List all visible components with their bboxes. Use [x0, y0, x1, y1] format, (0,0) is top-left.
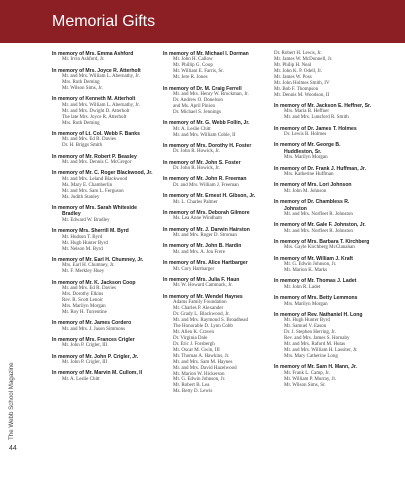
memorial-entry [274, 103, 396, 121]
donor-name: Mr. Charles P. Alexander [173, 306, 224, 312]
memorial-heading: In memory of Mr. John P. Crigler, Jr. [52, 353, 139, 360]
memorial-entry [163, 277, 273, 289]
memorial-heading: In memory of Mr. John S. Foster [163, 159, 241, 166]
memorial-heading: In memory of Mr. Earl H. Chumney, Jr. [52, 256, 144, 263]
donor-name: Mr. Phillip G. Coop [173, 63, 213, 69]
memorial-heading: In memory of Mr. Jackson E. Heffner, Sr. [274, 103, 372, 110]
donor-name: Mr. Hugh Hunter Byrd [284, 318, 330, 324]
memorial-heading: In memory of Mrs. Emma Ashford [52, 51, 134, 57]
donor-name: Mrs. Marilyn Morgan [284, 155, 328, 161]
donor-name: Mr. Edward W. Bradley [62, 217, 110, 223]
memorial-entry [274, 182, 396, 194]
column-2 [163, 51, 273, 400]
donor-name: Dr. Lewis B. Holmes [284, 132, 327, 138]
donor-name: Dr. Robert H. Lewis, Jr. [274, 51, 322, 56]
donor-name: Mr. and Mrs. Ed R. Davies [62, 286, 116, 291]
donor-name: Mr. and Mrs. Roger D. Stroman [173, 233, 237, 239]
donor-name: Mrs. Dorothy Elkins [62, 291, 104, 297]
memorial-entry [163, 227, 273, 239]
donor-name: Mr. and Mrs. Dennis C. McGregor [62, 160, 132, 166]
memorial-entry [163, 176, 273, 188]
donor-name: Mr. Robert B. Lea [173, 383, 210, 389]
donor-name: Mr. and Mrs. Raford M. Hutas [284, 342, 346, 348]
memorial-entry [52, 205, 162, 224]
memorial-heading: In memory of Mr. Thomas J. Ladet [274, 278, 357, 285]
memorial-entry [274, 222, 396, 234]
memorial-heading: In memory of Mr. Robert P. Beasley [52, 153, 137, 160]
memorial-heading: In memory of Mr. James Cordero [52, 320, 132, 327]
donor-name: Mr. Wilson Sims, Sr. [284, 382, 326, 388]
memorial-heading: In memory of Mr. John B. Hardin [163, 243, 242, 250]
memorial-entry [52, 131, 162, 149]
memorial-heading: In memory of Mr. C. Roger Blackwood, Jr. [52, 170, 153, 177]
donor-name: Mrs. Katherine Huffman [284, 172, 334, 178]
donor-name: Mr. John H. Callow [173, 57, 213, 63]
memorial-heading: In memory of Mr. Sam H. Mann, Jr. [274, 364, 357, 371]
memorial-heading: In memory of Rev. Nathaniel H. Long [274, 311, 363, 318]
donor-name: Mr. Wilson Sims, Jr. [62, 86, 103, 92]
donor-name: Mr. A. Leslie Chitt [173, 126, 211, 132]
memorial-entry [274, 364, 396, 388]
memorial-heading: In memory of Mr. Michael I. Dorman [163, 51, 249, 57]
donor-name: Rev. R. Scott Lenoir [62, 297, 103, 303]
memorial-entry [52, 51, 162, 63]
memorial-entry [163, 51, 273, 81]
memorial-entry [163, 294, 273, 396]
donor-name: Mrs. Earl H. Chumney, Jr. [62, 263, 115, 269]
page-title: Memorial Gifts [52, 13, 156, 30]
donor-name: Mr. James W. Poss [274, 74, 312, 80]
memorial-heading: In memory of Mr. George B. [274, 142, 341, 149]
memorial-heading-continued: Bradley [62, 211, 81, 218]
memorial-heading: In memory of Mrs. Joyce R. Atterholt [52, 67, 141, 74]
memorial-entry [163, 143, 273, 155]
donor-name: Mr. G. Edwin Johnson, Jr. [284, 262, 337, 268]
donor-name: Mr. William E. Farris, Sr. [173, 69, 224, 75]
donor-name: Mr. John M. Johnson [284, 188, 327, 194]
donor-name: Mr. and Mrs. Dwight D. Atterholt [62, 108, 130, 114]
donor-name: Mr. and Mrs. Sam M. Haynes [173, 359, 233, 365]
donor-name: Mr. John R. Ladet [284, 284, 321, 290]
donor-name: Mr. and Mrs. William H. Lassiter, Jr. [284, 348, 358, 354]
memorial-heading: In memory of Mr. Ernest H. Gibson, Jr. [163, 193, 256, 200]
donor-name: Mr. and Mrs. Leland Blackwood [62, 176, 128, 182]
donor-name: Mr. and Mrs. J. Jason Simmons [62, 326, 126, 332]
memorial-heading: In memory of Mr. Wendel Haynes [163, 293, 243, 300]
memorial-heading: In memory of Mrs. Lori Johnson [274, 182, 352, 189]
donor-name: Mr. and Mrs. William L. Abernathy, Jr. [62, 102, 140, 108]
header-banner [0, 0, 405, 43]
memorial-entry [274, 51, 396, 99]
memorial-entry [274, 256, 396, 274]
memorial-heading-continued: Huddleston, Sr. [284, 148, 322, 155]
donor-name: Dr. Grady L. Blackwood, Jr. [173, 311, 230, 317]
donor-name: Dr. H. Briggs Smith [62, 143, 103, 149]
memorial-entry [274, 142, 396, 161]
memorial-heading: In memory of Mrs. Deborah Gilmore [163, 209, 250, 216]
memorial-entry [163, 243, 273, 255]
donor-name: Mr. John Holmes Smith, IV [274, 80, 330, 86]
memorial-entry [52, 68, 162, 92]
donor-name: Mr. James W. McDonnell, Jr. [274, 56, 333, 62]
donor-name: Dr. Eric J. Forsbergh [173, 341, 215, 347]
memorial-entry [52, 257, 162, 275]
donor-name: Mr. Thomas A. Hawkins, Jr. [173, 353, 230, 359]
donor-name: Mr. and Mrs. Norfleet R. Johnston [284, 211, 353, 217]
donor-name: Mr. and Mrs. A. Jon Frere [173, 249, 225, 255]
memorial-heading: In memory of Mrs. Betty Lemmons [274, 295, 358, 302]
donor-name: Mr. Marion K. Marks [284, 268, 328, 274]
memorial-entry [274, 126, 396, 138]
donor-name: Ms. Betty D. Lewis [173, 389, 213, 395]
column-3 [274, 51, 396, 393]
donor-name: Mr. L. Charles Palmer [173, 199, 218, 205]
memorial-entry [274, 278, 396, 290]
donor-name: Mr. and Mrs. David Hazelwood [173, 365, 237, 371]
memorial-entry [52, 96, 162, 126]
memorial-entry [52, 228, 162, 252]
memorial-heading: In memory of Mrs. Sarah Whiteside [52, 205, 137, 212]
donor-name: Dr. Virginia Dale [173, 335, 208, 341]
memorial-entry [274, 312, 396, 360]
memorial-heading: In memory of Lt. Col. Webb F. Banks [52, 131, 140, 138]
memorial-entry [52, 320, 162, 332]
donor-name: Mr. and Mrs. William L. Abernathy, Jr. [62, 74, 140, 80]
memorial-heading: In memory of Kenneth M. Atterholt [52, 96, 136, 103]
donor-name: Mr. and Mrs. Ed R. Davies [62, 137, 116, 143]
memorial-entry [52, 154, 162, 166]
memorial-heading: In memory of Mr. Gale F. Johnston, Jr. [274, 222, 366, 229]
memorial-entry [163, 210, 273, 222]
donor-name: Mrs. Marilyn Morgan [284, 301, 328, 307]
donor-name: Mr. G. Edwin Johnson, Jr. [173, 377, 226, 383]
donor-name: Mr. Philip H. Neal [274, 62, 312, 68]
donor-name: Dr. and Mrs. William J. Freeman [173, 182, 239, 188]
column-1 [52, 51, 162, 387]
donor-name: Mr. Cory Hartbarger [173, 266, 215, 272]
donor-name: Dr. Michael S. Jennings [173, 109, 221, 115]
donor-name: Mr. Hugh Hunter Byrd [62, 240, 108, 246]
donor-name: Mr. Roy H. Turrentine [62, 309, 107, 315]
donor-name: Mr. and Mrs. Raymond S. Broadhead [173, 317, 248, 323]
memorial-heading: In memory of Mr. K. Jackson Coop [52, 279, 136, 286]
donor-name: Mr. and Mrs. William Coble, II [173, 132, 236, 138]
memorial-heading: In memory of Dr. James T. Holmes [274, 125, 357, 132]
memorial-entry [52, 170, 162, 200]
donor-name: Mrs. Ruth Deming [62, 120, 100, 126]
memorial-entry [163, 193, 273, 205]
donor-name: Mr. Samuel V. Eason [284, 324, 327, 330]
memorial-entry [52, 354, 162, 366]
donor-name: The late Mrs. Joyce R. Atterholt [62, 114, 127, 120]
donor-name: Ms. Lea Anne Windham [173, 216, 222, 222]
donor-name: Mr. Frank L. Camp, Jr. [284, 370, 330, 376]
donor-name: Dr. John R. Howick, Jr. [173, 149, 220, 155]
donor-name: Dr. J. Stephen Herring, Jr. [284, 330, 336, 336]
donor-name: Mr. and Mrs. Henry W. Brockman, Jr. [173, 92, 249, 98]
donor-name: Mr. Hudson T. Byrd [62, 234, 103, 240]
magazine-side-label: The Webb School Magazine [8, 362, 15, 440]
memorial-heading: In memory of Mr. G. Webb Follin, Jr. [163, 120, 250, 127]
donor-name: Ms. Judith Stanley [62, 194, 100, 200]
memorial-entry [163, 86, 273, 116]
donor-name: Mrs. Ruth Deming [62, 80, 100, 86]
donor-name: Mr. A. Leslie Chitt [62, 376, 100, 382]
memorial-heading: In memory of Mrs. Alice Hartbarger [163, 260, 248, 267]
donor-name: Mrs. Mary Catherine Long [284, 354, 338, 360]
donor-name: Mr. Marion W. Hickerson [173, 371, 225, 377]
memorial-heading: In memory of Mrs. Frances Crigler [52, 336, 135, 343]
donor-name: Mr. John K. P. Odell, Jr. [274, 68, 323, 74]
memorial-entry [274, 199, 396, 218]
donor-name: Mr. and Mrs. Sam L. Ferguson [62, 188, 124, 194]
memorial-entry [52, 370, 162, 382]
donor-name: Mrs. Maria B. Heffner [284, 109, 330, 115]
memorial-heading: In memory of Mrs. Dorothy H. Foster [163, 142, 252, 149]
donor-name: The Honorable D. Lynn Cobb [173, 323, 233, 329]
donor-name: Mr. F. Merkley Huey [62, 269, 105, 275]
donor-name: Mr. Dennis M. Woodson, II [274, 92, 330, 98]
memorial-entry [52, 280, 162, 316]
memorial-heading: In memory of Mrs. Barbara T. Kirchberg [274, 239, 370, 246]
donor-name: Mr. Bob F. Thompson [274, 86, 319, 92]
memorial-heading: In memory Mrs. Sherrill M. Byrd [52, 228, 129, 235]
memorial-entry [163, 260, 273, 272]
donor-name: Dr. John R. Howick, Jr. [173, 166, 220, 172]
memorial-heading: In memory of Dr. Frank J. Huffman, Jr. [274, 165, 366, 172]
memorial-heading: In memory of Mr. J. Darwin Hairston [163, 226, 250, 233]
donor-name: Mr. John P. Crigler, III [62, 360, 108, 366]
donor-name: Mrs. Marilyn Morgan [62, 303, 106, 309]
memorial-entry [274, 239, 396, 251]
donor-name: Mr. John P. Crigler, III [62, 343, 108, 349]
donor-name: Mr. Irvin Ashford, Jr. [62, 57, 105, 63]
memorial-heading-continued: Johnston [284, 205, 307, 212]
donor-name: Mr. and Mrs. Norfleet R. Johnston [284, 228, 353, 234]
donor-name: Mr. and Mrs. Lunsford R. Smith [284, 115, 349, 121]
memorial-entry [52, 337, 162, 349]
donor-name: Ms. Mary E. Chamberlin [62, 182, 113, 188]
donor-name: Rev. and Mrs. James S. Hornaby [284, 336, 350, 342]
donor-name: and Ms. April Pinion [173, 103, 215, 109]
memorial-heading: In memory of Dr. Chambless R. [274, 199, 350, 206]
memorial-entry [163, 160, 273, 172]
page-number: 44 [9, 445, 17, 452]
donor-name: Mr. Jere R. Jones [173, 75, 208, 81]
memorial-heading: In memory of Dr. M. Craig Ferrell [163, 85, 242, 92]
donor-name: Adams Family Foundation [173, 300, 227, 306]
donor-name: Mr. Oscar M. Gwin, III [173, 347, 220, 353]
memorial-entry [163, 120, 273, 138]
donor-name: Mr. W. Howard Cammack, Jr. [173, 283, 233, 289]
memorial-heading: In memory of Mrs. Julia F. Haun [163, 276, 240, 283]
donor-name: Mrs. Gayle Kirchberg McClanahan [284, 245, 355, 251]
memorial-entry [274, 295, 396, 307]
donor-name: Mr. William P. Murray, Jr. [284, 376, 337, 382]
donor-name: Mr. Nelson M. Byrd [62, 246, 103, 252]
memorial-entry [274, 166, 396, 178]
memorial-heading: In memory of Mr. William J. Kraft [274, 255, 353, 262]
donor-name: Mr. Allen K. Craven [173, 329, 214, 335]
memorial-heading: In memory of Mr. John R. Freeman [163, 176, 247, 183]
memorial-heading: In memory of Mr. Marvin M. Cullom, II [52, 370, 143, 377]
donor-name: Dr. Andrew O. Donelson [173, 97, 223, 103]
